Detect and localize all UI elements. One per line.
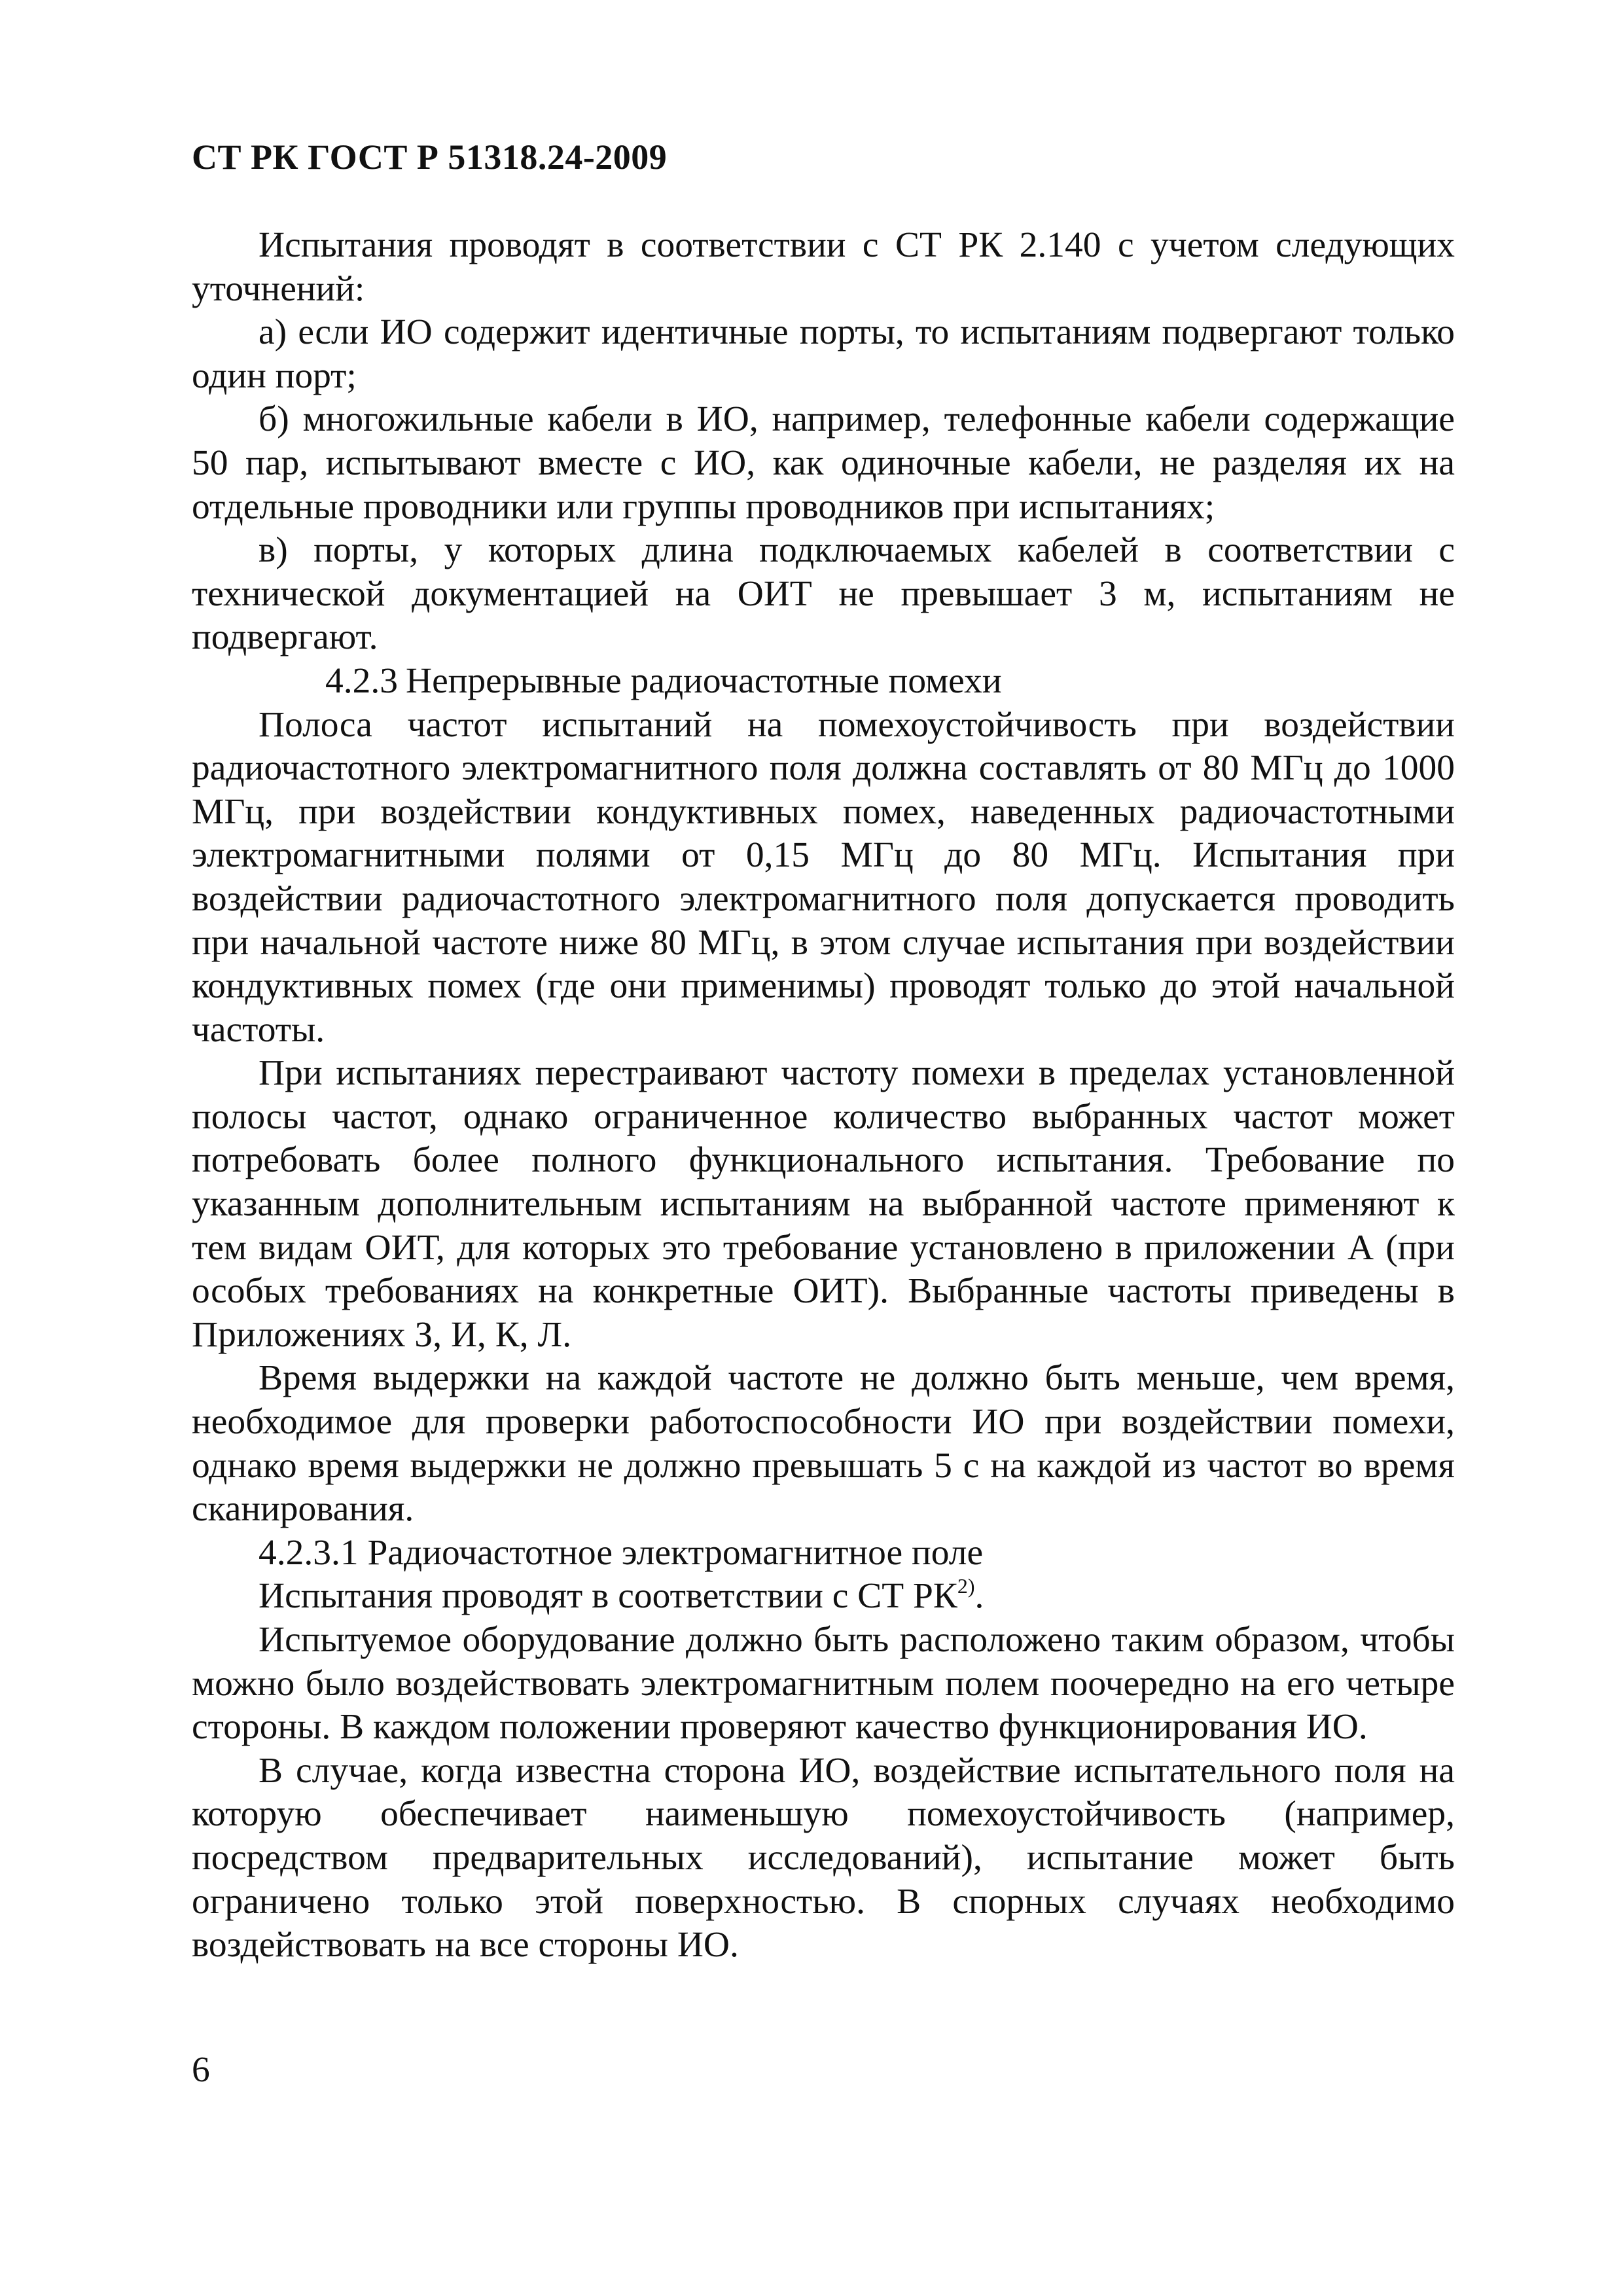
section-title: Непрерывные радиочастотные помехи [406, 660, 1002, 701]
section-heading-4-2-3 [192, 660, 1455, 704]
page-number: 6 [192, 2050, 210, 2090]
section-heading-4-2-3-1 [192, 1532, 1455, 1575]
paragraph-text: Испытания проводят в соответствии с СТ РК [259, 1576, 957, 1617]
paragraph-test-reference [192, 1575, 1455, 1619]
list-item-v: в) порты, у которых длина подключаемых кабелей в соответствии с технической документацией на ОИТ не превышает 3 м, испытаниям не подвергают. [192, 530, 1455, 658]
paragraph-frequency-sweep: При испытаниях перестраивают частоту помехи в пределах установленной полосы частот, однако ограниченное количество выбранных частот может потребовать более полного функционального испытания. Требование по указанным дополнительным испытаниям на выбранной частоте применяют к тем видам ОИТ, для которых это требование установлено в приложении А (при особых требованиях на конкретные ОИТ). Выбранные частоты приведены в Приложениях З, И, К, Л. [192, 1053, 1455, 1355]
section-title: Радиочастотное электромагнитное поле [367, 1532, 984, 1573]
paragraph-frequency-band: Полоса частот испытаний на помехоустойчивость при воздействии радиочастотного электромагнитного поля должна составлять от 80 МГц до 1000 МГц, при воздействии кондуктивных помех, наведенных радиочастотными электромагнитными полями от 0,15 МГц до 80 МГц. Испытания при воздействии радиочастотного электромагнитного поля допускается проводить при начальной частоте ниже 80 МГц, в этом случае испытания при воздействии кондуктивных помех (где они применимы) проводят только до этой начальной частоты. [192, 704, 1455, 1050]
section-number: 4.2.3 [325, 660, 398, 701]
paragraph-intro: Испытания проводят в соответствии с СТ РК 2.140 с учетом следующих уточнений: [192, 225, 1455, 309]
section-number: 4.2.3.1 [259, 1532, 359, 1573]
list-item-a: а) если ИО содержит идентичные порты, то испытаниям подвергают только один порт; [192, 312, 1455, 396]
paragraph-equipment-placement: Испытуемое оборудование должно быть расположено таким образом, чтобы можно было воздействовать электромагнитным полем поочередно на его четыре стороны. В каждом положении проверяют качество функционирования ИО. [192, 1620, 1455, 1748]
paragraph-end: . [974, 1576, 984, 1617]
paragraph-weakest-side: В случае, когда известна сторона ИО, воздействие испытательного поля на которую обеспечивает наименьшую помехоустойчивость (например, посредством предварительных исследований), испытание может быть ограничено только этой поверхностью. В спорных случаях необходимо воздействовать на все стороны ИО. [192, 1750, 1455, 1965]
list-item-b: б) многожильные кабели в ИО, например, телефонные кабели содержащие 50 пар, испытывают вместе с ИО, как одиночные кабели, не разделяя их на отдельные проводники или группы проводников при испытаниях; [192, 399, 1455, 527]
paragraph-dwell-time: Время выдержки на каждой частоте не должно быть меньше, чем время, необходимое для проверки работоспособности ИО при воздействии помехи, однако время выдержки не должно превышать 5 с на каждой из частот во время сканирования. [192, 1358, 1455, 1530]
footnote-mark[interactable]: 2) [957, 1574, 975, 1598]
document-body [192, 224, 1455, 1967]
document-code-header: СТ РК ГОСТ Р 51318.24-2009 [192, 137, 668, 177]
